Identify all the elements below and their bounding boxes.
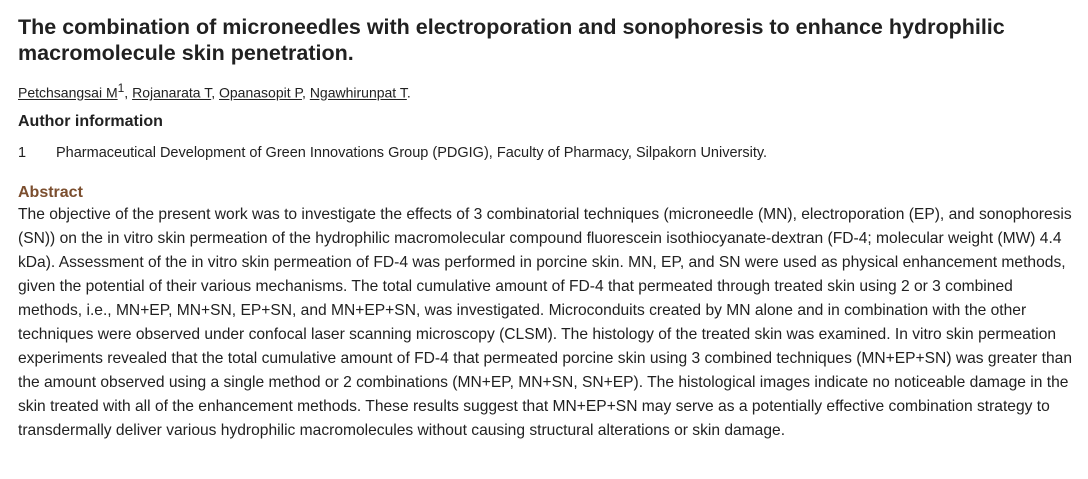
author-link-opanasopit[interactable]: Opanasopit P [219,84,303,101]
author-list: Petchsangsai $M^1$, Rojanarata T, Opanasopit P, Ngawhirunpat T. [18,81,411,101]
author-link-rojanarata[interactable]: Rojanarata T [132,84,212,101]
author-info-heading[interactable]: Author information [18,112,163,130]
article-title: The combination of microneedles with electroporation and sonophoresis to enhance hydrophilic macromolecule skin penetration. [18,15,1005,65]
author-affiliation-sup: 1 [117,81,125,95]
affiliation-text: Pharmaceutical Development of Green Innovations Group (PDGIG), Faculty of Pharmacy, Silpakorn University. [56,144,768,161]
abstract-heading: Abstract [18,183,83,201]
author-link-ngawhirunpat[interactable]: Ngawhirunpat T [309,84,407,101]
author-link-petchsangsai[interactable]: Petchsangsai M [18,84,118,101]
affiliation-item [18,143,1078,163]
abstract-text: The objective of the present work was to investigate the effects of 3 combinatorial techniques (microneedle (MN), electroporation (EP), and sonophoresis (SN)) on the in vitro skin permeation of the hydrophilic macromolecular compound fluorescein isothiocyanate-dextran (FD-4; molecular weight (MW) 4.4 kDa). Assessment of the in vitro skin permeation of FD-4 was performed in porcine skin. MN, EP, and SN were used as physical enhancement methods, given the potential of their various mechanisms. The total cumulative amount of FD-4 that permeated through treated skin using 2 or 3 combined methods, i.e., MN+EP, MN+SN, EP+SN, and MN+EP+SN, was investigated. Microconduits created by MN alone and in combination with the other techniques were observed under confocal laser scanning microscopy (CLSM). The histology of the treated skin was examined. In vitro skin permeation experiments revealed that the total cumulative amount of FD-4 that permeated porcine skin using 3 combined techniques (MN+EP+SN) was greater than the amount observed using a single method or 2 combinations (MN+EP, MN+SN, SN+EP). The histological images indicate no noticeable damage in the skin treated with all of the enhancement methods. These results suggest that MN+EP+SN may serve as a potentially effective combination strategy to transdermally deliver various hydrophilic macromolecules without causing structural alterations or skin damage. [18,205,1072,439]
affiliation-number: 1 [18,144,27,161]
